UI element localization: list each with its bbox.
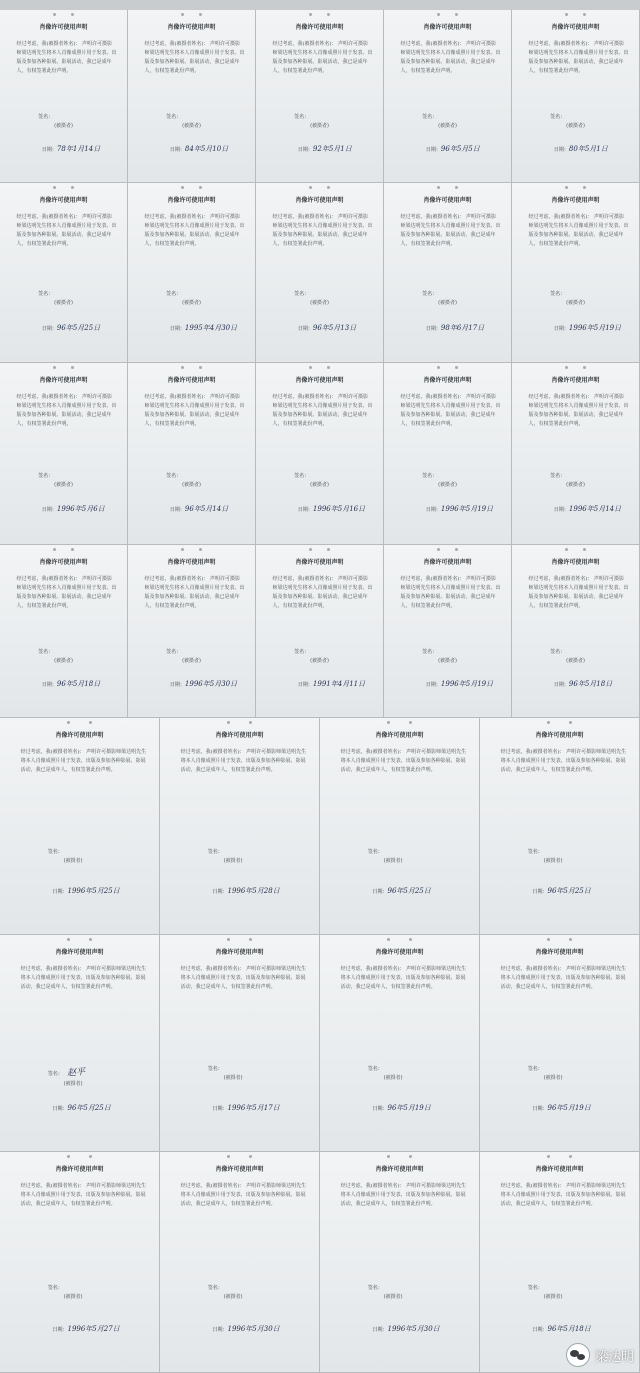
handwritten-date: 1996年5月19日 bbox=[440, 505, 494, 514]
form-body: 经过考虑，我(被摄者姓名)： 声明许可摄影师梁达明先生将本人肖像成照片用于发表、出版及参加各种影展、影展活动，我已是成年人，有权签署此份声明。 bbox=[180, 966, 307, 990]
date-line bbox=[212, 1103, 279, 1113]
date-line bbox=[298, 679, 365, 689]
release-form bbox=[320, 935, 480, 1152]
date-line bbox=[532, 886, 590, 896]
signature-line bbox=[550, 290, 585, 306]
signature-line bbox=[422, 290, 457, 306]
signature-line bbox=[422, 113, 457, 129]
signature-label: 签名： bbox=[550, 472, 566, 479]
subject-label: (被摄者) bbox=[54, 481, 73, 488]
handwritten-date: 96年5月25日 bbox=[547, 887, 591, 896]
date-line bbox=[372, 886, 430, 896]
signature-line bbox=[550, 472, 585, 488]
form-title: 肖像许可使用声明 bbox=[295, 377, 344, 384]
date-line bbox=[426, 504, 493, 514]
signature-line bbox=[550, 113, 585, 129]
release-form bbox=[0, 10, 128, 183]
subject-label: (被摄者) bbox=[223, 1074, 243, 1081]
signature-label: 签名： bbox=[422, 649, 438, 656]
handwritten-date: 96年5月25日 bbox=[387, 887, 431, 896]
date-line bbox=[532, 1103, 590, 1113]
subject-label: (被摄者) bbox=[383, 857, 403, 864]
form-body: 经过考虑，我(被摄者姓名)： 声明许可摄影师梁达明先生将本人肖像成照片用于发表、出版及参加各种影展、影展活动，我已是成年人，有权签署此份声明。 bbox=[20, 749, 147, 773]
date-label: 日期： bbox=[41, 325, 57, 332]
date-label: 日期： bbox=[212, 889, 228, 896]
signature-line bbox=[38, 290, 73, 306]
form-body: 经过考虑，我(被摄者姓名)： 声明许可摄影师梁达明先生将本人肖像成照片用于发表、出版及参加各种影展、影展活动，我已是成年人，有权签署此份声明。 bbox=[340, 749, 467, 773]
handwritten-date: 1996年5月14日 bbox=[568, 505, 622, 514]
subject-label: (被摄者) bbox=[566, 658, 585, 665]
form-title: 肖像许可使用声明 bbox=[295, 559, 344, 566]
signature-label: 签名： bbox=[166, 649, 182, 656]
form-body: 经过考虑，我(被摄者姓名)： 声明许可摄影师梁达明先生将本人肖像成照片用于发表、出版及参加各种影展、影展活动，我已是成年人，有权签署此份声明。 bbox=[272, 41, 373, 74]
date-label: 日期： bbox=[532, 1106, 548, 1113]
date-label: 日期： bbox=[553, 682, 569, 689]
date-label: 日期： bbox=[425, 507, 441, 514]
handwritten-date: 1996年5月30日 bbox=[227, 1324, 280, 1333]
signature-line bbox=[48, 1065, 85, 1087]
signature-line bbox=[208, 848, 243, 864]
signature-label: 签名： bbox=[294, 114, 310, 121]
subject-label: (被摄者) bbox=[63, 1080, 83, 1087]
release-form bbox=[256, 363, 384, 545]
release-form bbox=[128, 183, 256, 363]
handwritten-date: 80年5月1日 bbox=[568, 145, 608, 154]
form-title: 肖像许可使用声明 bbox=[375, 732, 424, 739]
subject-label: (被摄者) bbox=[566, 123, 585, 130]
date-label: 日期： bbox=[297, 682, 313, 689]
handwritten-date: 96年5月18日 bbox=[547, 1324, 591, 1333]
subject-label: (被摄者) bbox=[310, 123, 329, 130]
form-title: 肖像许可使用声明 bbox=[375, 949, 424, 956]
form-row bbox=[0, 718, 640, 935]
handwritten-date: 1996年5月16日 bbox=[312, 505, 366, 514]
release-form bbox=[384, 363, 512, 545]
signature-label: 签名： bbox=[367, 1285, 383, 1291]
handwritten-date: 96年5月25日 bbox=[56, 323, 101, 332]
handwritten-date: 96年5月25日 bbox=[67, 1104, 111, 1113]
date-label: 日期： bbox=[297, 325, 313, 332]
signature-line bbox=[166, 648, 201, 664]
form-title: 肖像许可使用声明 bbox=[167, 197, 216, 204]
date-label: 日期： bbox=[532, 889, 548, 896]
signature-line bbox=[166, 472, 201, 488]
form-row bbox=[0, 545, 640, 718]
date-line bbox=[298, 144, 352, 154]
handwritten-date: 96年5月13日 bbox=[312, 323, 357, 332]
form-body: 经过考虑，我(被摄者姓名)： 声明许可摄影师梁达明先生将本人肖像成照片用于发表、出版及参加各种影展、影展活动，我已是成年人，有权签署此份声明。 bbox=[272, 576, 373, 609]
form-title: 肖像许可使用声明 bbox=[423, 377, 472, 384]
release-form bbox=[480, 1152, 640, 1373]
signature-label: 签名： bbox=[207, 1065, 223, 1072]
handwritten-date: 1995年4月30日 bbox=[184, 323, 238, 332]
release-form bbox=[0, 363, 128, 545]
handwritten-date: 96年5月5日 bbox=[440, 145, 480, 154]
form-title: 肖像许可使用声明 bbox=[55, 732, 104, 739]
subject-label: (被摄者) bbox=[182, 123, 201, 130]
form-title: 肖像许可使用声明 bbox=[535, 949, 584, 956]
subject-label: (被摄者) bbox=[54, 123, 73, 130]
release-form bbox=[320, 718, 480, 935]
release-form bbox=[512, 183, 640, 363]
release-form bbox=[384, 10, 512, 183]
form-title: 肖像许可使用声明 bbox=[375, 1166, 424, 1173]
date-line bbox=[554, 144, 608, 154]
signature-line bbox=[550, 648, 585, 664]
date-label: 日期： bbox=[553, 507, 569, 514]
date-label: 日期： bbox=[532, 1326, 548, 1333]
signature-label: 签名： bbox=[367, 848, 383, 855]
date-label: 日期： bbox=[212, 1326, 228, 1333]
signature-label: 签名： bbox=[550, 291, 566, 298]
form-row bbox=[0, 183, 640, 363]
form-body: 经过考虑，我(被摄者姓名)： 声明许可摄影师梁达明先生将本人肖像成照片用于发表、出版及参加各种影展、影展活动，我已是成年人，有权签署此份声明。 bbox=[400, 394, 501, 427]
subject-label: (被摄者) bbox=[54, 300, 73, 307]
signature-line bbox=[38, 648, 73, 664]
signature-label: 签名： bbox=[38, 472, 54, 479]
subject-label: (被摄者) bbox=[438, 658, 457, 665]
release-form bbox=[128, 10, 256, 183]
form-title: 肖像许可使用声明 bbox=[39, 377, 88, 384]
signature-line bbox=[528, 1065, 563, 1081]
form-title: 肖像许可使用声明 bbox=[551, 559, 600, 566]
release-form bbox=[256, 183, 384, 363]
date-line bbox=[372, 1103, 430, 1113]
form-body: 经过考虑，我(被摄者姓名)： 声明许可摄影师梁达明先生将本人肖像成照片用于发表、出版及参加各种影展、影展活动，我已是成年人，有权签署此份声明。 bbox=[144, 394, 245, 427]
form-body: 经过考虑，我(被摄者姓名)： 声明许可摄影师梁达明先生将本人肖像成照片用于发表、出版及参加各种影展、影展活动，我已是成年人，有权签署此份声明。 bbox=[528, 394, 629, 427]
subject-label: (被摄者) bbox=[182, 658, 201, 665]
form-title: 肖像许可使用声明 bbox=[215, 1166, 264, 1173]
date-line bbox=[554, 504, 621, 514]
signature-label: 签名： bbox=[527, 848, 543, 855]
form-title: 肖像许可使用声明 bbox=[215, 949, 264, 956]
date-line bbox=[532, 1324, 590, 1334]
date-line bbox=[170, 679, 237, 689]
signature-label: 签名： bbox=[47, 848, 63, 855]
date-line bbox=[212, 886, 279, 896]
handwritten-date: 1996年5月6日 bbox=[56, 505, 105, 514]
handwritten-date: 92年5月1日 bbox=[312, 145, 352, 154]
date-label: 日期： bbox=[372, 1326, 388, 1333]
signature-label: 签名： bbox=[367, 1065, 383, 1072]
signature-line bbox=[422, 648, 457, 664]
form-title: 肖像许可使用声明 bbox=[551, 197, 600, 204]
signature-line bbox=[294, 648, 329, 664]
date-line bbox=[298, 323, 356, 333]
release-form bbox=[0, 545, 128, 718]
handwritten-signature: 赵平 bbox=[66, 1066, 86, 1079]
handwritten-date: 96年5月19日 bbox=[387, 1104, 431, 1113]
form-row bbox=[0, 10, 640, 183]
date-line bbox=[170, 504, 228, 514]
handwritten-date: 1996年5月30日 bbox=[387, 1324, 440, 1333]
form-title: 肖像许可使用声明 bbox=[551, 24, 600, 31]
date-line bbox=[426, 323, 484, 333]
form-body: 经过考虑，我(被摄者姓名)： 声明许可摄影师梁达明先生将本人肖像成照片用于发表、出版及参加各种影展、影展活动，我已是成年人，有权签署此份声明。 bbox=[144, 214, 245, 247]
form-title: 肖像许可使用声明 bbox=[167, 559, 216, 566]
signature-line bbox=[528, 848, 563, 864]
form-body: 经过考虑，我(被摄者姓名)： 声明许可摄影师梁达明先生将本人肖像成照片用于发表、出版及参加各种影展、影展活动，我已是成年人，有权签署此份声明。 bbox=[400, 576, 501, 609]
date-label: 日期： bbox=[425, 325, 441, 332]
form-title: 肖像许可使用声明 bbox=[39, 197, 88, 204]
form-body: 经过考虑，我(被摄者姓名)： 声明许可摄影师梁达明先生将本人肖像成照片用于发表、出版及参加各种影展、影展活动，我已是成年人，有权签署此份声明。 bbox=[180, 1183, 307, 1207]
date-label: 日期： bbox=[169, 147, 185, 154]
form-title: 肖像许可使用声明 bbox=[535, 732, 584, 739]
form-body: 经过考虑，我(被摄者姓名)： 声明许可摄影师梁达明先生将本人肖像成照片用于发表、出版及参加各种影展、影展活动，我已是成年人，有权签署此份声明。 bbox=[272, 394, 373, 427]
date-line bbox=[426, 679, 493, 689]
handwritten-date: 1996年5月17日 bbox=[227, 1104, 280, 1113]
signature-label: 签名： bbox=[422, 291, 438, 298]
form-title: 肖像许可使用声明 bbox=[295, 197, 344, 204]
signature-line bbox=[368, 848, 403, 864]
form-body: 经过考虑，我(被摄者姓名)： 声明许可摄影师梁达明先生将本人肖像成照片用于发表、出版及参加各种影展、影展活动，我已是成年人，有权签署此份声明。 bbox=[500, 966, 627, 990]
release-form bbox=[320, 1152, 480, 1373]
subject-label: (被摄者) bbox=[63, 857, 83, 864]
wechat-watermark bbox=[566, 1343, 634, 1367]
signature-label: 签名： bbox=[47, 1285, 63, 1291]
subject-label: (被摄者) bbox=[543, 1294, 563, 1300]
subject-label: (被摄者) bbox=[383, 1074, 403, 1081]
subject-label: (被摄者) bbox=[54, 658, 73, 665]
date-label: 日期： bbox=[425, 147, 441, 154]
signature-label: 签名： bbox=[47, 1070, 63, 1077]
subject-label: (被摄者) bbox=[566, 300, 585, 307]
subject-label: (被摄者) bbox=[310, 658, 329, 665]
handwritten-date: 1991年4月11日 bbox=[312, 680, 366, 689]
release-form bbox=[512, 545, 640, 718]
date-line bbox=[170, 144, 228, 154]
date-label: 日期： bbox=[41, 147, 57, 154]
form-body: 经过考虑，我(被摄者姓名)： 声明许可摄影师梁达明先生将本人肖像成照片用于发表、出版及参加各种影展、影展活动，我已是成年人，有权签署此份声明。 bbox=[500, 1183, 627, 1207]
release-form bbox=[384, 545, 512, 718]
date-line bbox=[372, 1324, 439, 1334]
handwritten-date: 96年5月14日 bbox=[184, 505, 229, 514]
release-form bbox=[512, 363, 640, 545]
signature-label: 签名： bbox=[166, 472, 182, 479]
signature-label: 签名： bbox=[166, 291, 182, 298]
signature-line bbox=[166, 290, 201, 306]
watermark-text: 梁达明 bbox=[594, 1349, 634, 1365]
date-label: 日期： bbox=[52, 1326, 68, 1333]
form-title: 肖像许可使用声明 bbox=[215, 732, 264, 739]
signature-line bbox=[38, 113, 73, 129]
wechat-icon bbox=[566, 1343, 590, 1367]
date-line bbox=[170, 323, 237, 333]
form-body: 经过考虑，我(被摄者姓名)： 声明许可摄影师梁达明先生将本人肖像成照片用于发表、出版及参加各种影展、影展活动，我已是成年人，有权签署此份声明。 bbox=[528, 576, 629, 609]
date-label: 日期： bbox=[169, 325, 185, 332]
form-body: 经过考虑，我(被摄者姓名)： 声明许可摄影师梁达明先生将本人肖像成照片用于发表、出版及参加各种影展、影展活动，我已是成年人，有权签署此份声明。 bbox=[400, 41, 501, 74]
form-body: 经过考虑，我(被摄者姓名)： 声明许可摄影师梁达明先生将本人肖像成照片用于发表、出版及参加各种影展、影展活动，我已是成年人，有权签署此份声明。 bbox=[144, 576, 245, 609]
form-title: 肖像许可使用声明 bbox=[55, 949, 104, 956]
form-title: 肖像许可使用声明 bbox=[55, 1166, 104, 1173]
form-body: 经过考虑，我(被摄者姓名)： 声明许可摄影师梁达明先生将本人肖像成照片用于发表、出版及参加各种影展、影展活动，我已是成年人，有权签署此份声明。 bbox=[180, 749, 307, 773]
signature-line bbox=[166, 113, 201, 129]
signature-line bbox=[294, 290, 329, 306]
date-label: 日期： bbox=[169, 507, 185, 514]
form-row bbox=[0, 363, 640, 545]
release-form bbox=[512, 10, 640, 183]
subject-label: (被摄者) bbox=[310, 300, 329, 307]
handwritten-date: 1996年5月27日 bbox=[67, 1324, 120, 1333]
signature-label: 签名： bbox=[422, 472, 438, 479]
subject-label: (被摄者) bbox=[63, 1294, 83, 1300]
date-line bbox=[426, 144, 480, 154]
signature-label: 签名： bbox=[550, 649, 566, 656]
form-body: 经过考虑，我(被摄者姓名)： 声明许可摄影师梁达明先生将本人肖像成照片用于发表、出版及参加各种影展、影展活动，我已是成年人，有权签署此份声明。 bbox=[16, 576, 117, 609]
form-title: 肖像许可使用声明 bbox=[423, 24, 472, 31]
signature-line bbox=[38, 472, 73, 488]
release-form bbox=[160, 718, 320, 935]
form-body: 经过考虑，我(被摄者姓名)： 声明许可摄影师梁达明先生将本人肖像成照片用于发表、出版及参加各种影展、影展活动，我已是成年人，有权签署此份声明。 bbox=[20, 1183, 147, 1207]
handwritten-date: 1996年5月19日 bbox=[568, 323, 622, 332]
form-body: 经过考虑，我(被摄者姓名)： 声明许可摄影师梁达明先生将本人肖像成照片用于发表、出版及参加各种影展、影展活动，我已是成年人，有权签署此份声明。 bbox=[528, 214, 629, 247]
date-label: 日期： bbox=[41, 682, 57, 689]
form-title: 肖像许可使用声明 bbox=[39, 559, 88, 566]
date-line bbox=[52, 886, 119, 896]
date-label: 日期： bbox=[212, 1106, 228, 1113]
release-form bbox=[0, 935, 160, 1152]
form-title: 肖像许可使用声明 bbox=[535, 1166, 584, 1173]
release-form bbox=[128, 363, 256, 545]
subject-label: (被摄者) bbox=[182, 300, 201, 307]
date-line bbox=[42, 323, 100, 333]
date-label: 日期： bbox=[372, 889, 388, 896]
date-line bbox=[52, 1324, 119, 1334]
form-title: 肖像许可使用声明 bbox=[167, 24, 216, 31]
signature-line bbox=[422, 472, 457, 488]
signature-label: 签名： bbox=[527, 1065, 543, 1072]
form-title: 肖像许可使用声明 bbox=[423, 197, 472, 204]
handwritten-date: 1996年5月19日 bbox=[440, 680, 494, 689]
form-body: 经过考虑，我(被摄者姓名)： 声明许可摄影师梁达明先生将本人肖像成照片用于发表、出版及参加各种影展、影展活动，我已是成年人，有权签署此份声明。 bbox=[528, 41, 629, 74]
form-body: 经过考虑，我(被摄者姓名)： 声明许可摄影师梁达明先生将本人肖像成照片用于发表、出版及参加各种影展、影展活动，我已是成年人，有权签署此份声明。 bbox=[400, 214, 501, 247]
signature-label: 签名： bbox=[166, 114, 182, 121]
signature-line bbox=[48, 848, 83, 864]
form-body: 经过考虑，我(被摄者姓名)： 声明许可摄影师梁达明先生将本人肖像成照片用于发表、出版及参加各种影展、影展活动，我已是成年人，有权签署此份声明。 bbox=[500, 749, 627, 773]
signature-label: 签名： bbox=[207, 1285, 223, 1291]
date-label: 日期： bbox=[372, 1106, 388, 1113]
handwritten-date: 78年1月14日 bbox=[56, 145, 101, 154]
signature-label: 签名： bbox=[527, 1285, 543, 1291]
date-label: 日期： bbox=[297, 507, 313, 514]
form-body: 经过考虑，我(被摄者姓名)： 声明许可摄影师梁达明先生将本人肖像成照片用于发表、出版及参加各种影展、影展活动，我已是成年人，有权签署此份声明。 bbox=[16, 394, 117, 427]
subject-label: (被摄者) bbox=[438, 300, 457, 307]
signature-line bbox=[368, 1284, 403, 1300]
release-form bbox=[256, 545, 384, 718]
form-body: 经过考虑，我(被摄者姓名)： 声明许可摄影师梁达明先生将本人肖像成照片用于发表、出版及参加各种影展、影展活动，我已是成年人，有权签署此份声明。 bbox=[144, 41, 245, 74]
release-form bbox=[160, 1152, 320, 1373]
release-form bbox=[480, 935, 640, 1152]
date-line bbox=[42, 504, 105, 514]
date-line bbox=[554, 323, 621, 333]
handwritten-date: 96年5月19日 bbox=[547, 1104, 591, 1113]
release-form bbox=[0, 1152, 160, 1373]
subject-label: (被摄者) bbox=[543, 1074, 563, 1081]
subject-label: (被摄者) bbox=[182, 481, 201, 488]
form-body: 经过考虑，我(被摄者姓名)： 声明许可摄影师梁达明先生将本人肖像成照片用于发表、出版及参加各种影展、影展活动，我已是成年人，有权签署此份声明。 bbox=[340, 966, 467, 990]
date-label: 日期： bbox=[553, 147, 569, 154]
subject-label: (被摄者) bbox=[566, 481, 585, 488]
release-form bbox=[128, 545, 256, 718]
form-title: 肖像许可使用声明 bbox=[167, 377, 216, 384]
subject-label: (被摄者) bbox=[438, 481, 457, 488]
form-title: 肖像许可使用声明 bbox=[295, 24, 344, 31]
date-label: 日期： bbox=[553, 325, 569, 332]
handwritten-date: 1996年5月25日 bbox=[67, 887, 120, 896]
date-line bbox=[298, 504, 365, 514]
form-body: 经过考虑，我(被摄者姓名)： 声明许可摄影师梁达明先生将本人肖像成照片用于发表、出版及参加各种影展、影展活动，我已是成年人，有权签署此份声明。 bbox=[16, 41, 117, 74]
signature-line bbox=[528, 1284, 563, 1300]
date-line bbox=[212, 1324, 279, 1334]
signature-label: 签名： bbox=[294, 649, 310, 656]
handwritten-date: 1996年5月28日 bbox=[227, 887, 280, 896]
release-form bbox=[160, 935, 320, 1152]
form-title: 肖像许可使用声明 bbox=[423, 559, 472, 566]
release-form bbox=[384, 183, 512, 363]
subject-label: (被摄者) bbox=[383, 1294, 403, 1300]
signature-label: 签名： bbox=[38, 649, 54, 656]
signature-label: 签名： bbox=[294, 291, 310, 298]
handwritten-date: 1996年5月30日 bbox=[184, 680, 238, 689]
signature-line bbox=[368, 1065, 403, 1081]
subject-label: (被摄者) bbox=[438, 123, 457, 130]
signature-line bbox=[294, 472, 329, 488]
subject-label: (被摄者) bbox=[543, 857, 563, 864]
date-label: 日期： bbox=[52, 889, 68, 896]
signature-line bbox=[48, 1284, 83, 1300]
signature-label: 签名： bbox=[207, 848, 223, 855]
date-label: 日期： bbox=[41, 507, 57, 514]
form-title: 肖像许可使用声明 bbox=[39, 24, 88, 31]
date-line bbox=[554, 679, 612, 689]
form-body: 经过考虑，我(被摄者姓名)： 声明许可摄影师梁达明先生将本人肖像成照片用于发表、出版及参加各种影展、影展活动，我已是成年人，有权签署此份声明。 bbox=[272, 214, 373, 247]
handwritten-date: 98年6月17日 bbox=[440, 323, 485, 332]
signature-line bbox=[208, 1284, 243, 1300]
handwritten-date: 84年5月10日 bbox=[184, 145, 229, 154]
release-form bbox=[256, 10, 384, 183]
date-label: 日期： bbox=[169, 682, 185, 689]
release-form bbox=[0, 183, 128, 363]
subject-label: (被摄者) bbox=[223, 857, 243, 864]
form-row bbox=[0, 1152, 640, 1373]
release-form bbox=[0, 718, 160, 935]
signature-line bbox=[294, 113, 329, 129]
date-line bbox=[42, 144, 100, 154]
subject-label: (被摄者) bbox=[310, 481, 329, 488]
signature-line bbox=[208, 1065, 243, 1081]
date-label: 日期： bbox=[52, 1106, 68, 1113]
handwritten-date: 96年5月18日 bbox=[56, 680, 101, 689]
date-line bbox=[42, 679, 100, 689]
form-row bbox=[0, 935, 640, 1152]
handwritten-date: 96年5月18日 bbox=[568, 680, 613, 689]
subject-label: (被摄者) bbox=[223, 1294, 243, 1300]
date-line bbox=[52, 1103, 110, 1113]
release-form bbox=[480, 718, 640, 935]
form-body: 经过考虑，我(被摄者姓名)： 声明许可摄影师梁达明先生将本人肖像成照片用于发表、出版及参加各种影展、影展活动，我已是成年人，有权签署此份声明。 bbox=[340, 1183, 467, 1207]
form-body: 经过考虑，我(被摄者姓名)： 声明许可摄影师梁达明先生将本人肖像成照片用于发表、出版及参加各种影展、影展活动，我已是成年人，有权签署此份声明。 bbox=[16, 214, 117, 247]
signature-label: 签名： bbox=[422, 114, 438, 121]
date-label: 日期： bbox=[425, 682, 441, 689]
form-title: 肖像许可使用声明 bbox=[551, 377, 600, 384]
signature-label: 签名： bbox=[550, 114, 566, 121]
signature-label: 签名： bbox=[38, 114, 54, 121]
date-label: 日期： bbox=[297, 147, 313, 154]
signature-label: 签名： bbox=[38, 291, 54, 298]
form-body: 经过考虑，我(被摄者姓名)： 声明许可摄影师梁达明先生将本人肖像成照片用于发表、出版及参加各种影展、影展活动，我已是成年人，有权签署此份声明。 bbox=[20, 966, 147, 990]
signature-label: 签名： bbox=[294, 472, 310, 479]
